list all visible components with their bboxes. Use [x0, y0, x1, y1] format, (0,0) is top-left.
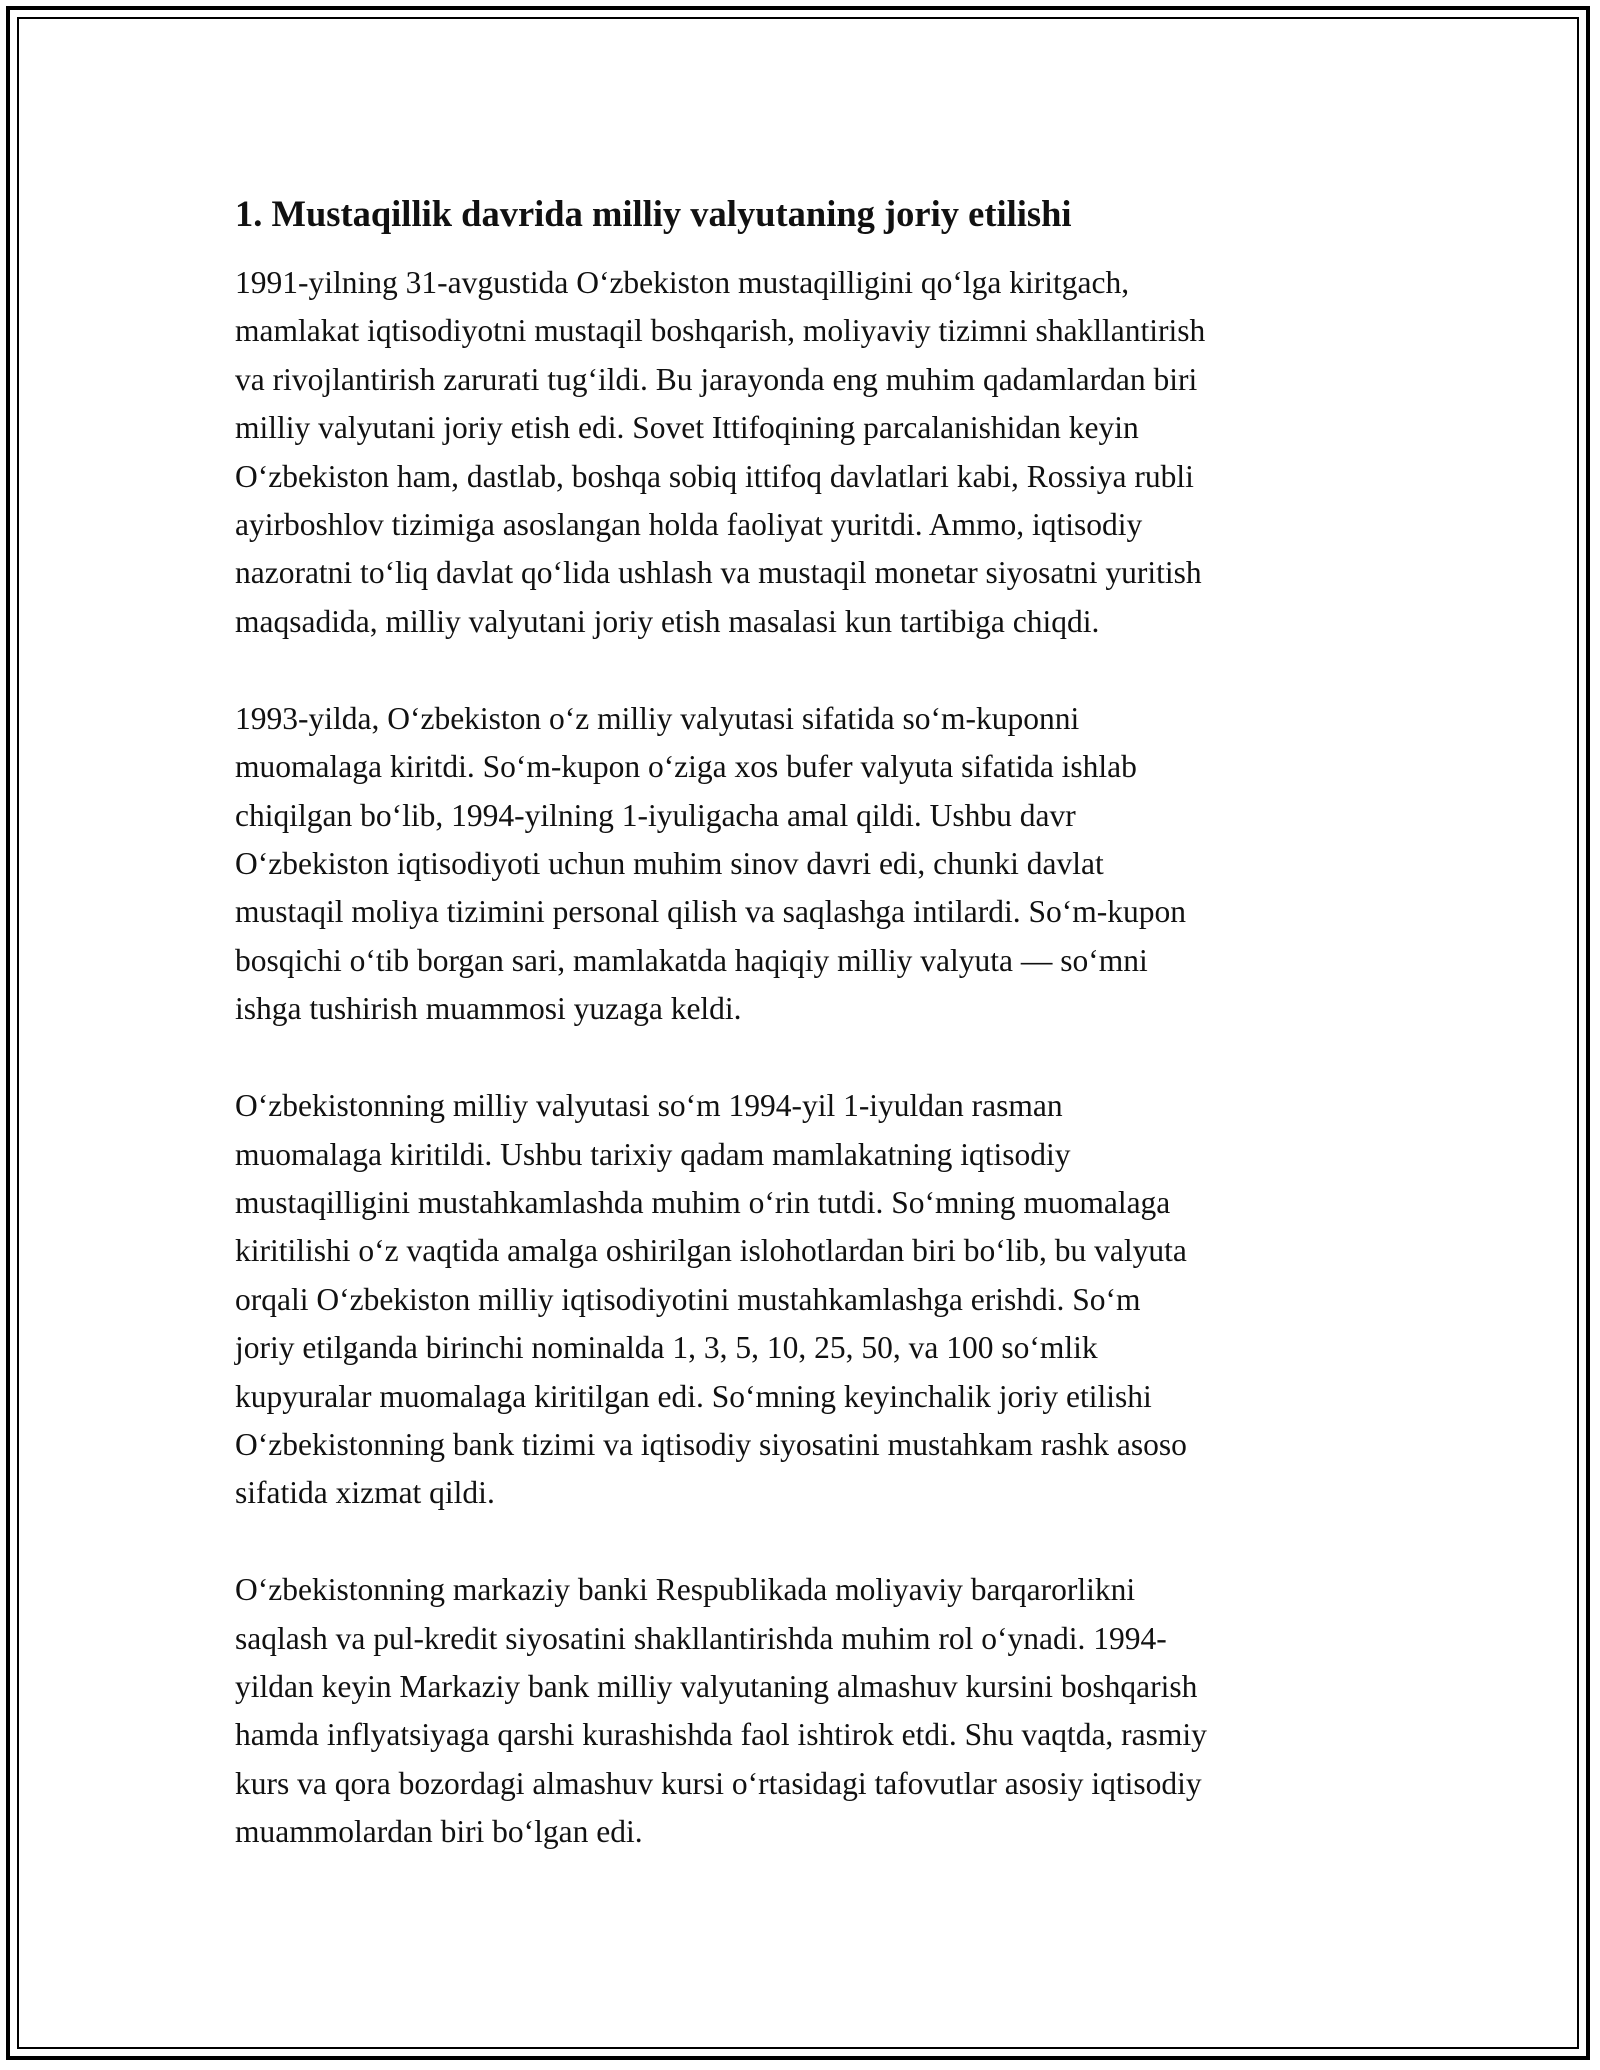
text-line: muammolardan biri bo‘lgan edi. [235, 1814, 643, 1850]
text-line: mustaqilligini mustahkamlashda muhim o‘rin tutdi. So‘mning muomalaga [235, 1184, 1171, 1220]
text-line: sifatida xizmat qildi. [235, 1475, 495, 1511]
paragraph-som-introduction [235, 1082, 1385, 1518]
document-body [235, 186, 1385, 1905]
section-heading: 1. Mustaqillik davrida milliy valyutaning joriy etilishi [235, 193, 1072, 234]
text-line: ishga tushirish muammosi yuzaga keldi. [235, 991, 742, 1027]
text-line: kupyuralar muomalaga kiritilgan edi. So‘mning keyinchalik joriy etilishi [235, 1378, 1152, 1414]
text-line: yildan keyin Markaziy bank milliy valyutaning almashuv kursini boshqarish [235, 1669, 1198, 1705]
text-line: ayirboshlov tizimiga asoslangan holda faoliyat yuritdi. Ammo, iqtisodiy [235, 507, 1143, 543]
text-line: chiqilgan bo‘lib, 1994-yilning 1-iyuligacha amal qildi. Ushbu davr [235, 797, 1076, 833]
text-line: mustaqil moliya tizimini personal qilish va saqlashga intilardi. So‘m-kupon [235, 894, 1186, 930]
text-line: mamlakat iqtisodiyotni mustaqil boshqarish, moliyaviy tizimni shakllantirish [235, 313, 1206, 349]
text-line: hamda inflyatsiyaga qarshi kurashishda faol ishtirok etdi. Shu vaqtda, rasmiy [235, 1717, 1207, 1753]
text-line: 1993-yilda, O‘zbekiston o‘z milliy valyutasi sifatida so‘m-kuponni [235, 700, 1080, 736]
text-line: O‘zbekiston iqtisodiyoti uchun muhim sinov davri edi, chunki davlat [235, 845, 1104, 881]
text-line: O‘zbekistonning milliy valyutasi so‘m 1994-yil 1-iyuldan rasman [235, 1088, 1063, 1124]
text-line: milliy valyutani joriy etish edi. Sovet Ittifoqining parcalanishidan keyin [235, 410, 1139, 446]
text-line: saqlash va pul-kredit siyosatini shakllantirishda muhim rol o‘ynadi. 1994- [235, 1620, 1167, 1656]
text-line: O‘zbekistonning bank tizimi va iqtisodiy siyosatini mustahkam rashk asoso [235, 1426, 1187, 1462]
text-line: va rivojlantirish zarurati tug‘ildi. Bu jarayonda eng muhim qadamlardan biri [235, 361, 1198, 397]
text-line: kurs va qora bozordagi almashuv kursi o‘rtasidagi tafovutlar asosiy iqtisodiy [235, 1765, 1202, 1801]
paragraph-central-bank [235, 1566, 1385, 1856]
text-line: O‘zbekiston ham, dastlab, boshqa sobiq ittifoq davlatlari kabi, Rossiya rubli [235, 458, 1194, 494]
text-line: muomalaga kiritdi. So‘m-kupon o‘ziga xos bufer valyuta sifatida ishlab [235, 749, 1137, 785]
text-line: bosqichi o‘tib borgan sari, mamlakatda haqiqiy milliy valyuta — so‘mni [235, 942, 1148, 978]
text-line: maqsadida, milliy valyutani joriy etish masalasi kun tartibiga chiqdi. [235, 603, 1100, 639]
text-line: O‘zbekistonning markaziy banki Respublikada moliyaviy barqarorlikni [235, 1572, 1136, 1608]
text-line: joriy etilganda birinchi nominalda 1, 3, 5, 10, 25, 50, va 100 so‘mlik [235, 1330, 1098, 1366]
text-line: orqali O‘zbekiston milliy iqtisodiyotini mustahkamlashga erishdi. So‘m [235, 1281, 1141, 1317]
text-line: muomalaga kiritildi. Ushbu tarixiy qadam mamlakatning iqtisodiy [235, 1136, 1071, 1172]
text-line: nazoratni to‘liq davlat qo‘lida ushlash va mustaqil monetar siyosatni yuritish [235, 555, 1202, 591]
paragraph-som-kupon [235, 695, 1385, 1034]
text-line: 1991-yilning 31-avgustida O‘zbekiston mustaqilligini qo‘lga kiritgach, [235, 265, 1130, 300]
paragraph-independence [235, 259, 1385, 646]
text-line: kiritilishi o‘z vaqtida amalga oshirilgan islohotlardan biri bo‘lib, bu valyuta [235, 1233, 1187, 1269]
